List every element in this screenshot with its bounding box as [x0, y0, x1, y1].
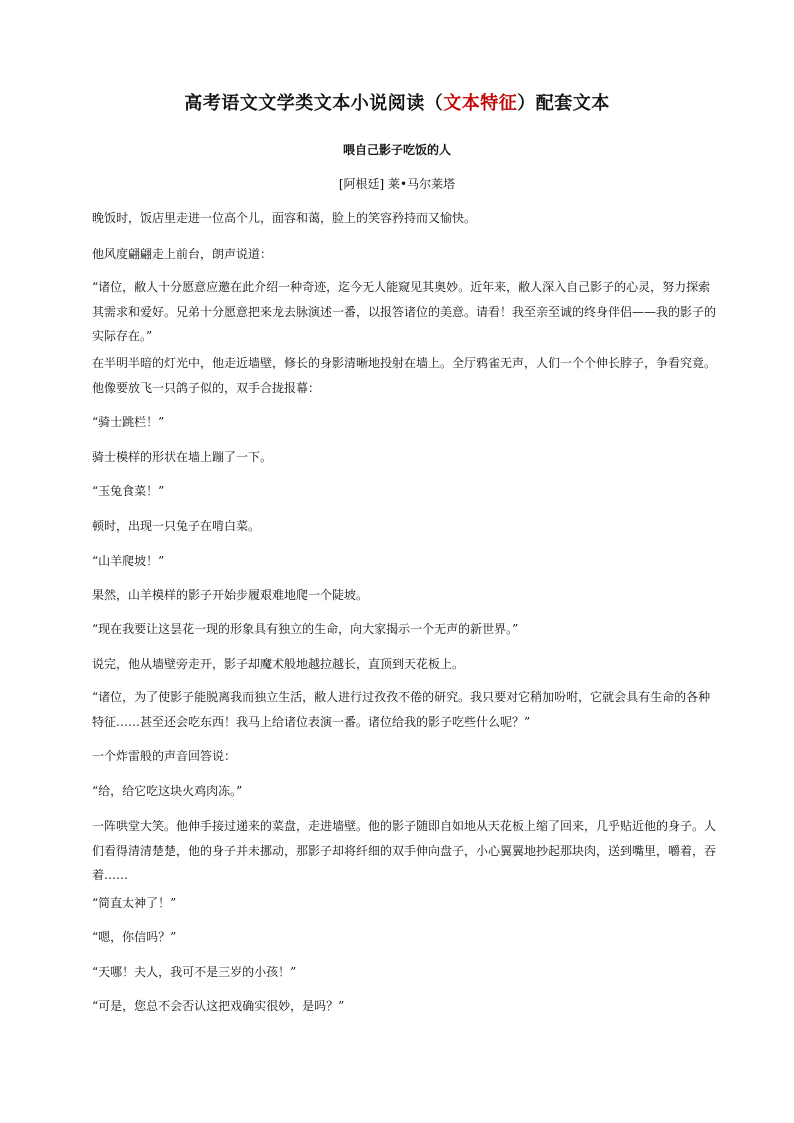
- paragraph: 他风度翩翩走上前台，朗声说道：: [92, 247, 273, 261]
- paragraph: “简直太神了！”: [92, 896, 177, 910]
- paragraph: “天哪！夫人，我可不是三岁的小孩！”: [92, 965, 297, 979]
- paragraph: 顿时，出现一只兔子在啃白菜。: [92, 519, 261, 533]
- paragraph: “山羊爬坡！”: [92, 554, 165, 568]
- title-prefix: 高考语文文学类文本小说阅读（: [184, 93, 444, 114]
- paragraph: “现在我要让这昙花一现的形象具有独立的生命，向大家揭示一个无声的新世界。”: [92, 622, 519, 636]
- paragraph: 骑士模样的形状在墙上蹦了一下。: [92, 450, 273, 464]
- paragraph: 在半明半暗的灯光中，他走近墙壁，修长的身影清晰地投射在墙上。全厅鸦雀无声，人们一个个伸长脖子，争看究竟。他像要放飞一只鸽子似的，双手合拢报幕：: [92, 356, 717, 395]
- paragraph: “嗯，你信吗？”: [92, 930, 177, 944]
- title-suffix: ）配套文本: [517, 93, 610, 114]
- paragraph: “玉兔食菜！”: [92, 484, 165, 498]
- paragraph: 果然，山羊模样的影子开始步履艰难地爬一个陡坡。: [92, 588, 369, 602]
- paragraph: “给，给它吃这块火鸡肉冻。”: [92, 784, 243, 798]
- paragraph: “诸位，敝人十分愿意应邀在此介绍一种奇迹，迄今无人能窥见其奥妙。近年来，敝人深入自己影子的心灵，努力探索其需求和爱好。兄弟十分愿意把来龙去脉演述一番，以报答诸位的美意。请看！我至亲至诚的终身伴侣——我的影子的实际存在。”: [92, 280, 717, 343]
- paragraph: 说完，他从墙壁旁走开，影子却魔术般地越拉越长，直顶到天花板上。: [92, 657, 465, 671]
- document-title: [0, 92, 794, 116]
- paragraph: “可是，您总不会否认这把戏确实很妙，是吗？”: [92, 999, 345, 1013]
- paragraph: “骑士跳栏！”: [92, 415, 165, 429]
- paragraph: 晚饭时，饭店里走进一位高个儿，面容和蔼，脸上的笑容矜持而又愉快。: [92, 211, 477, 225]
- story-author: [阿根廷] 莱•马尔莱塔: [338, 177, 456, 191]
- story-title: 喂自己影子吃饭的人: [342, 143, 451, 157]
- paragraph: 一个炸雷般的声音回答说：: [92, 749, 237, 763]
- title-highlight: 文本特征: [443, 93, 518, 114]
- paragraph: 一阵哄堂大笑。他伸手接过递来的菜盘，走进墙壁。他的影子随即自如地从天花板上缩了回来，几乎贴近他的身子。人们看得清清楚楚，他的身子并未挪动，那影子却将纤细的双手伸向盘子，小心翼翼地抄起那块肉，送到嘴里，嚼着，吞着……: [92, 819, 717, 882]
- paragraph: “诸位，为了使影子能脱离我而独立生活，敝人进行过孜孜不倦的研究。我只要对它稍加吩咐，它就会具有生命的各种特征……甚至还会吃东西！我马上给诸位表演一番。诸位给我的影子吃些什么呢？”: [92, 690, 711, 729]
